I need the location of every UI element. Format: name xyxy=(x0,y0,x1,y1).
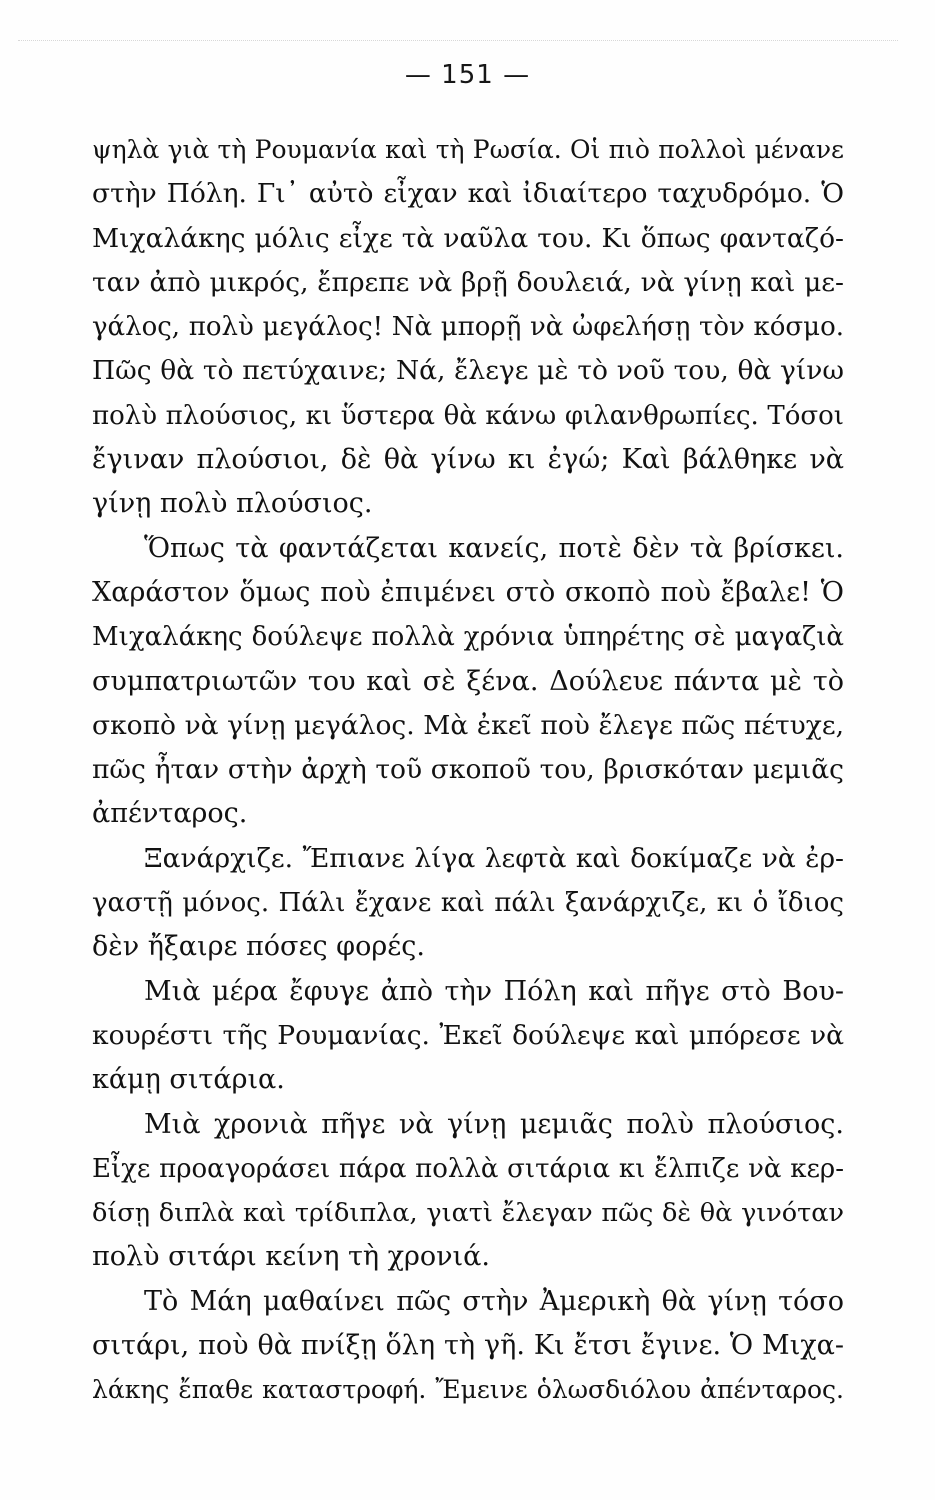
scan-edge-artifact xyxy=(18,40,898,51)
text-line: πῶς ἦταν στὴν ἀρχὴ τοῦ σκοποῦ του, βρισκόταν μεμιᾶς xyxy=(92,754,844,786)
text-line: δίσῃ διπλὰ καὶ τρίδιπλα, γιατὶ ἔλεγαν πῶς δὲ θὰ γινόταν xyxy=(92,1198,844,1229)
text-line: Τὸ Μάη μαθαίνει πῶς στὴν Ἀμερικὴ θὰ γίνῃ τόσο xyxy=(144,1285,844,1317)
text-line: Ὅπως τὰ φαντάζεται κανείς, ποτὲ δὲν τὰ βρίσκει. xyxy=(144,532,844,564)
text-line: Μιὰ μέρα ἔφυγε ἀπὸ τὴν Πόλη καὶ πῆγε στὸ Βου- xyxy=(144,975,844,1007)
body-text xyxy=(92,128,844,1413)
text-line: Χαράστον ὅμως ποὺ ἐπιμένει στὸ σκοπὸ ποὺ ἔβαλε! Ὁ xyxy=(92,576,844,608)
text-line: ἔγιναν πλούσιοι, δὲ θὰ γίνω κι ἐγώ; Καὶ βάλθηκε νὰ xyxy=(92,444,844,476)
text-line: γίνῃ πολὺ πλούσιος. xyxy=(92,488,373,520)
text-line: γάλος, πολὺ μεγάλος! Νὰ μπορῇ νὰ ὠφελήσῃ τὸν κόσμο. xyxy=(92,312,844,343)
text-line: σκοπὸ νὰ γίνῃ μεγάλος. Μὰ ἐκεῖ ποὺ ἔλεγε πῶς πέτυχε, xyxy=(92,709,844,741)
text-line: ταν ἀπὸ μικρός, ἔπρεπε νὰ βρῇ δουλειά, νὰ γίνῃ καὶ με- xyxy=(92,266,844,298)
text-line: Ξανάρχιζε. Ἔπιανε λίγα λεφτὰ καὶ δοκίμαζε νὰ ἐρ- xyxy=(144,842,844,874)
text-line: Μιχαλάκης μόλις εἶχε τὰ ναῦλα του. Κι ὅπως φανταζό- xyxy=(92,222,844,254)
text-line: δὲν ἤξαιρε πόσες φορές. xyxy=(92,931,425,963)
text-line: Μιχαλάκης δούλεψε πολλὰ χρόνια ὑπηρέτης σὲ μαγαζιὰ xyxy=(92,622,844,653)
text-line: Πῶς θὰ τὸ πετύχαινε; Νά, ἔλεγε μὲ τὸ νοῦ του, θὰ γίνω xyxy=(92,355,844,387)
text-line: Εἶχε προαγοράσει πάρα πολλὰ σιτάρια κι ἔλπιζε νὰ κερ- xyxy=(92,1153,844,1184)
text-line: συμπατριωτῶν του καὶ σὲ ξένα. Δούλευε πάντα μὲ τὸ xyxy=(92,665,844,697)
text-line: ἀπένταρος. xyxy=(92,798,248,830)
text-line: ψηλὰ γιὰ τὴ Ρουμανία καὶ τὴ Ρωσία. Οἱ πιὸ πολλοὶ μένανε xyxy=(92,135,844,164)
text-line: γαστῇ μόνος. Πάλι ἔχανε καὶ πάλι ξανάρχιζε, κι ὁ ἴδιος xyxy=(92,888,844,919)
text-line: κάμῃ σιτάρια. xyxy=(92,1064,285,1096)
text-line: Μιὰ χρονιὰ πῆγε νὰ γίνῃ μεμιᾶς πολὺ πλούσιος. xyxy=(144,1108,844,1140)
text-line: λάκης ἔπαθε καταστροφή. Ἔμεινε ὁλωσδιόλου ἀπένταρος. xyxy=(92,1375,844,1405)
text-line: κουρέστι τῆς Ρουμανίας. Ἐκεῖ δούλεψε καὶ μπόρεσε νὰ xyxy=(92,1019,844,1051)
page-number: — 151 — xyxy=(404,60,531,90)
text-line: στὴν Πόλη. Γι᾿ αὐτὸ εἶχαν καὶ ἰδιαίτερο ταχυδρόμο. Ὁ xyxy=(92,178,844,210)
text-line: σιτάρι, ποὺ θὰ πνίξῃ ὅλη τὴ γῆ. Κι ἔτσι ἔγινε. Ὁ Μιχα- xyxy=(92,1330,844,1362)
text-line: πολὺ σιτάρι κείνη τὴ χρονιά. xyxy=(92,1241,490,1273)
text-line: πολὺ πλούσιος, κι ὕστερα θὰ κάνω φιλανθρωπίες. Τόσοι xyxy=(92,400,844,431)
